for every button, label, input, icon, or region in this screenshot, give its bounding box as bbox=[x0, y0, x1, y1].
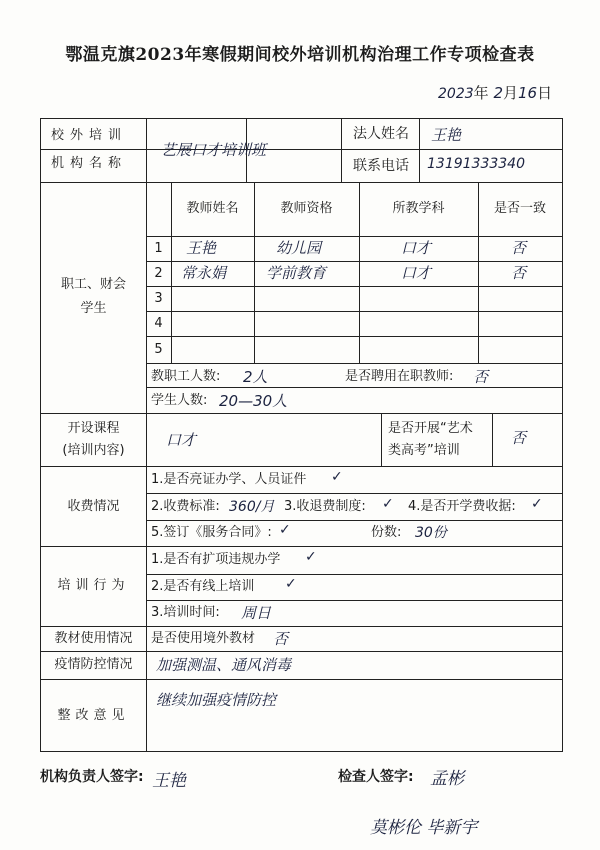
check-mark: ✓ bbox=[305, 549, 317, 565]
date-year: 2023 bbox=[438, 86, 474, 102]
head-signature: 王艳 bbox=[152, 771, 186, 791]
courses-label-2: (培训内容) bbox=[62, 443, 125, 458]
rectification-value: 继续加强疫情防控 bbox=[156, 691, 277, 709]
training-item2: 2.是否有线上培训 bbox=[151, 579, 255, 594]
row-no: 4 bbox=[154, 316, 163, 331]
check-mark: ✓ bbox=[531, 496, 543, 512]
fees-item4-label: 4.是否开学费收据: bbox=[408, 499, 516, 514]
teacher-name: 王艳 bbox=[186, 239, 217, 257]
student-count-label: 学生人数: bbox=[151, 393, 208, 408]
date-month: 2 bbox=[493, 84, 503, 102]
art-exam-label-2: 类高考”培训 bbox=[388, 443, 460, 458]
materials-question: 是否使用境外教材 bbox=[151, 631, 256, 646]
training-item1: 1.是否有扩项违规办学 bbox=[151, 552, 281, 567]
materials-label: 教材使用情况 bbox=[54, 631, 133, 646]
fees-item5-label: 5.签订《服务合同》: bbox=[151, 525, 272, 540]
courses-value: 口才 bbox=[166, 431, 197, 449]
training-item3-value: 周日 bbox=[241, 604, 272, 622]
check-mark: ✓ bbox=[382, 496, 394, 512]
staff-count-label: 教职工人数: bbox=[151, 369, 221, 384]
fees-item2-label: 2.收费标准: bbox=[151, 499, 220, 514]
header-teacher-qual: 教师资格 bbox=[280, 201, 333, 216]
phone-number: 13191333340 bbox=[427, 156, 525, 172]
art-exam-answer: 否 bbox=[511, 429, 527, 447]
teacher-qual: 学前教育 bbox=[266, 264, 327, 282]
form-date bbox=[438, 82, 552, 103]
training-label: 培训行为 bbox=[57, 578, 130, 593]
date-year-char: 年 bbox=[473, 84, 489, 102]
row-no: 5 bbox=[154, 342, 163, 357]
employ-answer: 否 bbox=[473, 368, 489, 386]
fees-item3-label: 3.收退费制度: bbox=[284, 499, 366, 514]
teacher-subject: 口才 bbox=[401, 239, 432, 257]
fees-label: 收费情况 bbox=[67, 499, 120, 514]
row-no: 1 bbox=[154, 241, 163, 256]
staff-count: 2人 bbox=[243, 368, 268, 386]
teacher-qual: 幼儿园 bbox=[276, 239, 322, 257]
fees-item2-value: 360/月 bbox=[229, 499, 275, 515]
header-teacher-name: 教师姓名 bbox=[186, 201, 239, 216]
copies-value: 30份 bbox=[415, 525, 447, 541]
fees-item1: 1.是否亮证办学、人员证件 bbox=[151, 472, 307, 487]
employ-label: 是否聘用在职教师: bbox=[345, 369, 454, 384]
form-title: 鄂温克旗2023年寒假期间校外培训机构治理工作专项检查表 bbox=[65, 45, 535, 65]
institution-label-2: 机构名称 bbox=[51, 156, 128, 171]
check-mark: ✓ bbox=[331, 469, 343, 485]
check-mark: ✓ bbox=[279, 522, 291, 538]
courses-label-1: 开设课程 bbox=[67, 421, 120, 436]
teacher-consistent: 否 bbox=[511, 264, 527, 282]
rectification-label: 整改意见 bbox=[57, 708, 130, 723]
copies-label: 份数: bbox=[371, 525, 402, 540]
legal-rep-label: 法人姓名 bbox=[353, 126, 409, 142]
art-exam-label-1: 是否开展“艺术 bbox=[388, 421, 473, 436]
training-item3-label: 3.培训时间: bbox=[151, 605, 220, 620]
date-month-char: 月 bbox=[502, 84, 518, 102]
inspector-signature: 孟彬 bbox=[430, 769, 464, 789]
materials-answer: 否 bbox=[273, 630, 289, 648]
head-signature-label: 机构负责人签字: bbox=[40, 769, 144, 785]
row-no: 2 bbox=[154, 266, 163, 281]
teacher-name: 常永娟 bbox=[181, 264, 227, 282]
inspector-signature-label: 检查人签字: bbox=[338, 769, 414, 785]
student-count: 20—30人 bbox=[219, 392, 288, 410]
institution-name: 艺展口才培训班 bbox=[161, 141, 267, 159]
date-day: 16 bbox=[518, 84, 538, 102]
row-no: 3 bbox=[154, 291, 163, 306]
header-subject: 所教学科 bbox=[392, 201, 445, 216]
staff-label-1: 职工、财会 bbox=[60, 277, 126, 292]
extra-signatures: 莫彬伦 毕新宇 bbox=[370, 818, 478, 838]
teacher-consistent: 否 bbox=[511, 239, 527, 257]
epidemic-label: 疫情防控情况 bbox=[54, 657, 133, 672]
institution-label-1: 校外培训 bbox=[51, 128, 128, 143]
check-mark: ✓ bbox=[285, 576, 297, 592]
phone-label: 联系电话 bbox=[353, 158, 409, 174]
teacher-subject: 口才 bbox=[401, 264, 432, 282]
date-day-char: 日 bbox=[537, 84, 553, 102]
inspection-form bbox=[40, 118, 563, 752]
epidemic-value: 加强测温、通风消毒 bbox=[156, 656, 292, 674]
staff-label-2: 学生 bbox=[80, 301, 107, 316]
header-consistent: 是否一致 bbox=[493, 201, 546, 216]
legal-rep-name: 王艳 bbox=[431, 126, 462, 144]
